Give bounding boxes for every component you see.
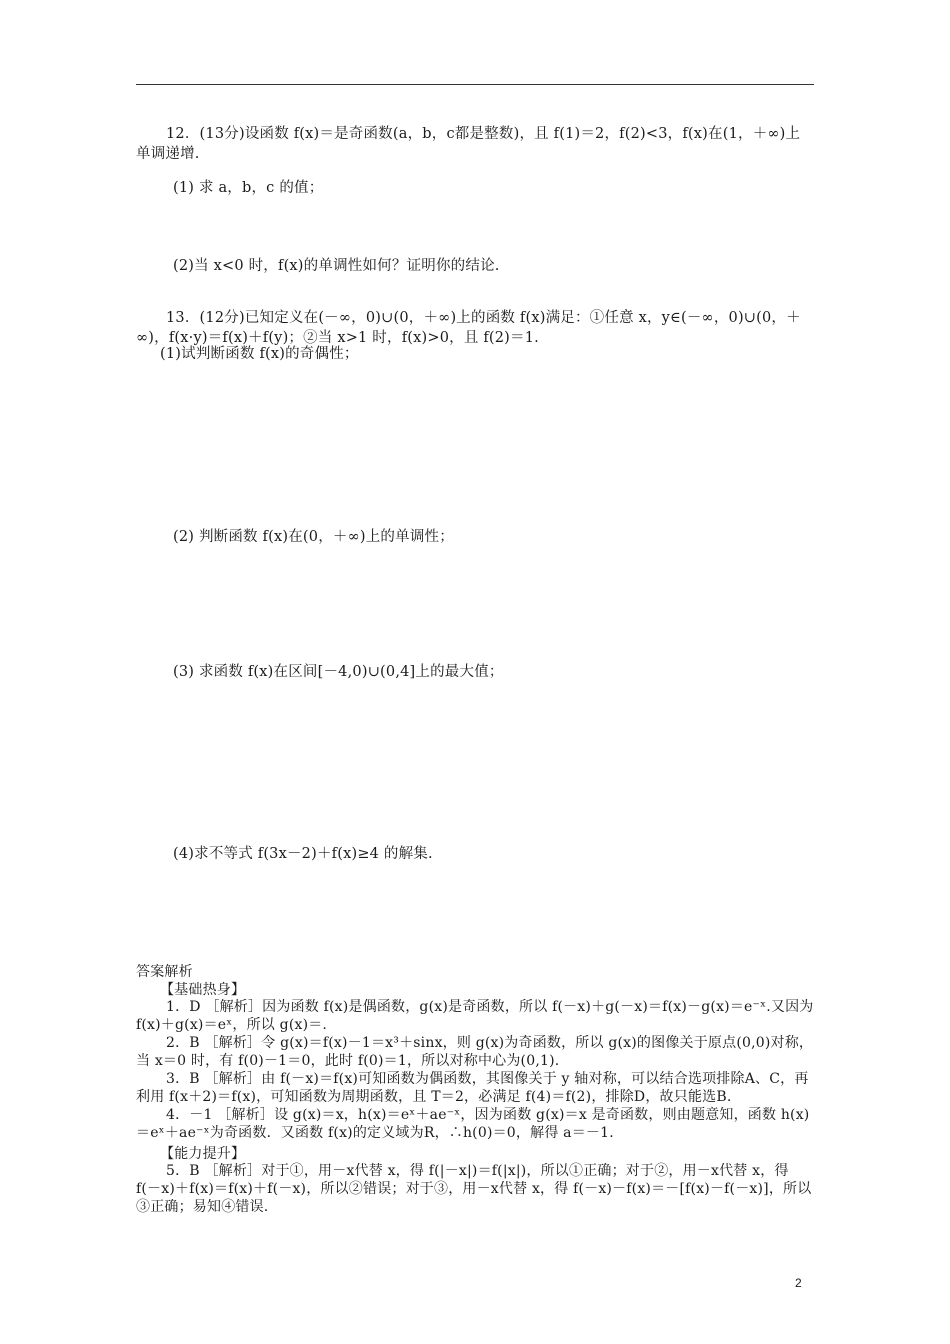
answers-section-advanced: 【能力提升】 (160, 1146, 246, 1162)
header-rule (136, 84, 814, 85)
problem-13-part-2: (2) 判断函数 f(x)在(0，＋∞)上的单调性； (173, 529, 454, 545)
problem-13-part-4: (4)求不等式 f(3x－2)＋f(x)≥4 的解集. (173, 846, 433, 862)
answer-1: 1．D ［解析］因为函数 f(x)是偶函数，g(x)是奇函数，所以 f(－x)＋g(－x)＝f(x)－g(x)＝e⁻ˣ.又因为 f(x)＋g(x)＝eˣ，所以 g(x)＝. (136, 999, 814, 1033)
page-number: 2 (795, 1276, 802, 1290)
answer-5: 5．B ［解析］对于①，用－x代替 x，得 f(|－x|)＝f(|x|)，所以①正确；对于②，用－x代替 x，得 f(－x)＋f(x)＝f(x)＋f(－x)，所以②错误；对于③，用－x代替 x，得 f(－x)－f(x)＝－[f(x)－f(－x)]，所以③正确；易知④错误. (136, 1163, 812, 1215)
answers-title: 答案解析 (136, 964, 193, 980)
problem-13-part-3: (3) 求函数 f(x)在区间[－4,0)∪(0,4]上的最大值； (173, 664, 504, 680)
answers-section-basic: 【基础热身】 (160, 982, 246, 998)
problem-12-stem: 12．(13分)设函数 f(x)＝是奇函数(a，b，c都是整数)，且 f(1)＝2，f(2)<3，f(x)在(1，＋∞)上单调递增. (136, 126, 801, 162)
problem-13-stem: 13．(12分)已知定义在(－∞，0)∪(0，＋∞)上的函数 f(x)满足：①任意 x，y∈(－∞，0)∪(0，＋∞)，f(x·y)＝f(x)＋f(y)；②当 x>1 时，f(x)>0，且 f(2)＝1. (136, 310, 801, 346)
problem-12-part-1: (1) 求 a，b，c 的值； (173, 180, 324, 196)
answer-3: 3．B ［解析］由 f(－x)＝f(x)可知函数为偶函数，其图像关于 y 轴对称，可以结合选项排除A、C，再利用 f(x＋2)＝f(x)，可知函数为周期函数，且 T＝2，必满足 f(4)＝f(2)，排除D，故只能选B. (136, 1071, 809, 1105)
problem-12-part-2: (2)当 x<0 时，f(x)的单调性如何？证明你的结论. (173, 258, 500, 274)
answer-4: 4．－1 ［解析］设 g(x)＝x，h(x)＝eˣ＋ae⁻ˣ，因为函数 g(x)＝x 是奇函数，则由题意知，函数 h(x)＝eˣ＋ae⁻ˣ为奇函数．又函数 f(x)的定义域为R，∴h(0)＝0，解得 a＝－1. (136, 1107, 810, 1141)
answer-2: 2．B ［解析］令 g(x)＝f(x)－1＝x³＋sinx，则 g(x)为奇函数，所以 g(x)的图像关于原点(0,0)对称，当 x＝0 时，有 f(0)－1＝0，此时 f(0)＝1，所以对称中心为(0,1). (136, 1035, 814, 1069)
problem-13-part-1: (1)试判断函数 f(x)的奇偶性； (160, 346, 359, 362)
